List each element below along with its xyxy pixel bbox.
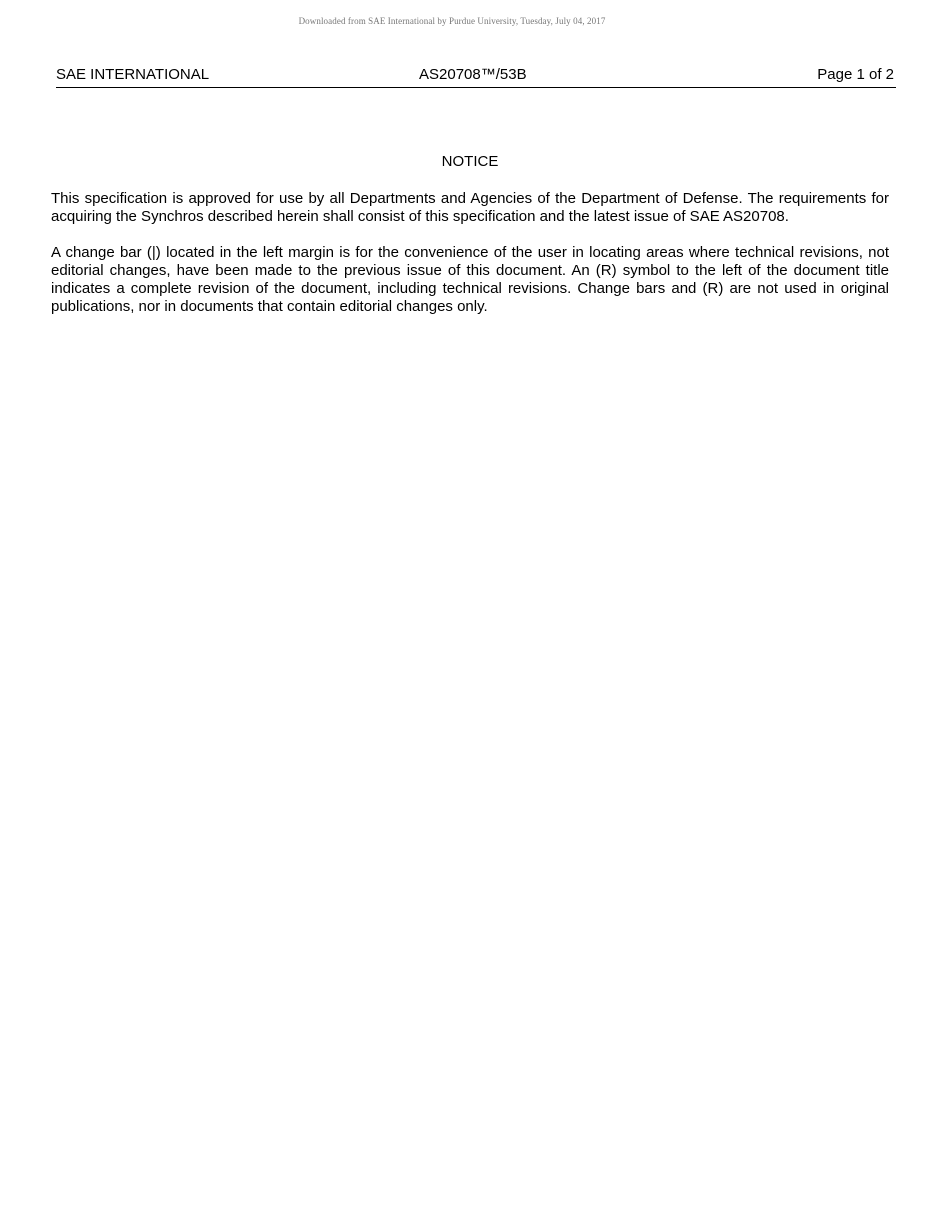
- header-organization: SAE INTERNATIONAL: [56, 66, 210, 83]
- header-document-number: AS20708™/53B: [419, 66, 527, 83]
- notice-paragraph-approval: This specification is approved for use by all Departments and Agencies of the Department of Defense. The requirements for acquiring the Synchros described herein shall consist of this specification and the latest issue of SAE AS20708.: [51, 190, 889, 225]
- header-page-info: Page 1 of 2: [817, 66, 894, 83]
- notice-paragraph-change-bar: A change bar (|) located in the left margin is for the convenience of the user in locating areas where technical revisions, not editorial changes, have been made to the previous issue of this document. An (R) symbol to the left of the document title indicates a complete revision of the document, including technical revisions. Change bars and (R) are not used in original publications, nor in documents that contain editorial changes only.: [51, 244, 889, 315]
- notice-title: NOTICE: [441, 153, 499, 170]
- running-header: [56, 66, 896, 88]
- download-watermark: Downloaded from SAE International by Purdue University, Tuesday, July 04, 2017: [298, 16, 606, 26]
